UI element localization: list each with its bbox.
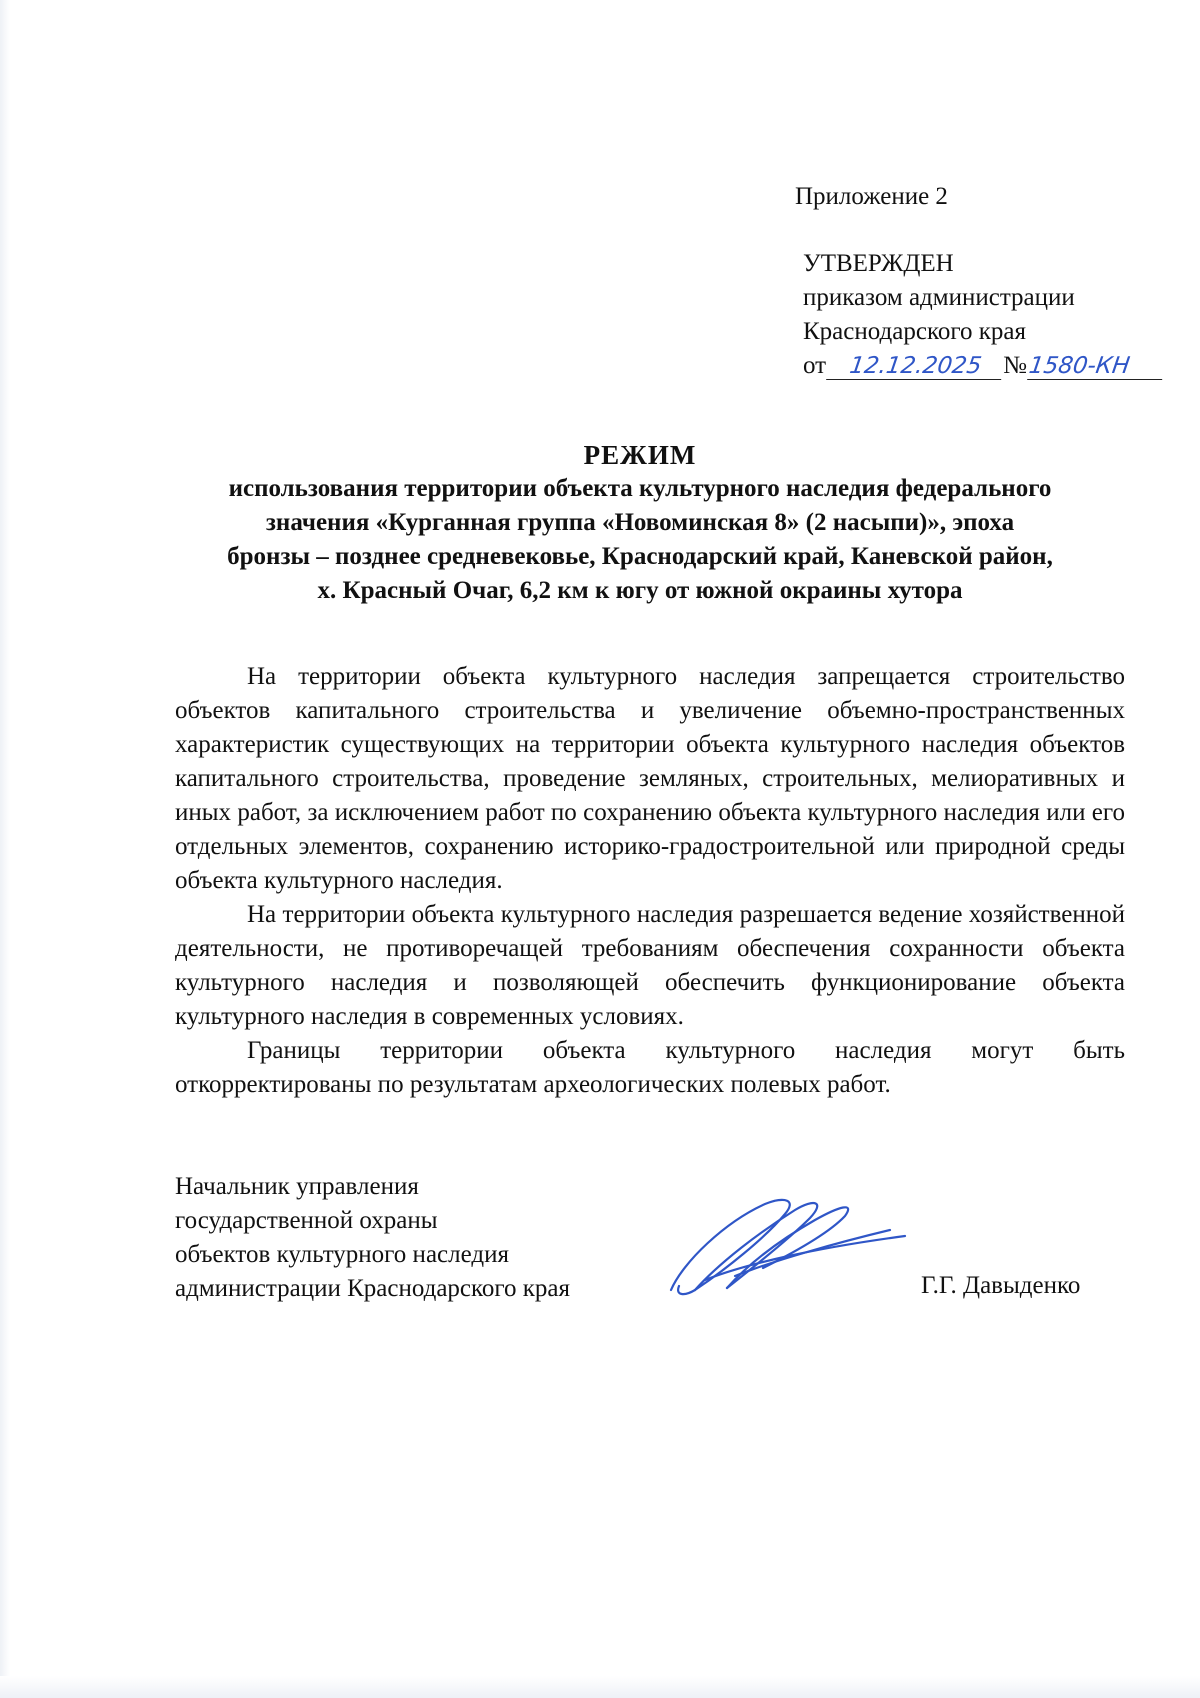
body-text: [175, 660, 1125, 1102]
appendix-label: Приложение 2: [795, 183, 948, 210]
signer-position-line: администрации Краснодарского края: [175, 1275, 571, 1302]
signer-name: Г.Г. Давыденко: [921, 1272, 1081, 1299]
title-heading: РЕЖИМ: [583, 440, 697, 470]
title-line: х. Красный Очаг, 6,2 км к югу от южной окраины хутора: [317, 577, 963, 604]
signer-position-line: объектов культурного наследия: [175, 1241, 509, 1268]
approval-line-1: приказом администрации: [803, 284, 1075, 311]
order-reference: [803, 349, 1164, 383]
signer-position-line: государственной охраны: [175, 1207, 438, 1234]
scan-edge: [0, 0, 10, 1698]
order-number: 1580-КН: [1027, 353, 1166, 380]
signer-position: [175, 1170, 570, 1306]
handwritten-signature: [665, 1192, 915, 1302]
from-label: от: [803, 352, 827, 379]
paragraph-permissions: На территории объекта культурного наследия разрешается ведение хозяйственной деятельности, не противоречащей требованиям обеспечения сохранности объекта культурного наследия и позволяющей обеспечить функционирование объекта культурного наследия в современных условиях.: [175, 901, 1125, 1030]
document-title: [160, 438, 1120, 608]
number-label: №: [1003, 352, 1027, 379]
title-line: значения «Курганная группа «Новоминская 8» (2 насыпи)», эпоха: [265, 509, 1015, 536]
title-line: использования территории объекта культурного наследия федерального: [228, 475, 1052, 502]
signer-position-line: Начальник управления: [175, 1173, 419, 1200]
title-line: бронзы – позднее средневековье, Краснодарский край, Каневской район,: [227, 543, 1053, 570]
approval-status: УТВЕРЖДЕН: [803, 250, 954, 277]
order-date: 12.12.2025: [826, 353, 1005, 380]
paragraph-boundaries: Границы территории объекта культурного наследия могут быть откорректированы по результатам археологических полевых работ.: [175, 1037, 1125, 1098]
scan-edge-bottom: [0, 1676, 1200, 1698]
paragraph-prohibitions: На территории объекта культурного наследия запрещается строительство объектов капитального строительства и увеличение объемно-пространственных характеристик существующих на территории объекта культурного наследия объектов капитального строительства, проведение земляных, строительных, мелиоративных и иных работ, за исключением работ по сохранению объекта культурного наследия или его отдельных элементов, сохранению историко-градостроительной или природной среды объекта культурного наследия.: [175, 663, 1125, 894]
approval-line-2: Краснодарского края: [803, 318, 1026, 345]
approval-block: [803, 247, 1164, 383]
